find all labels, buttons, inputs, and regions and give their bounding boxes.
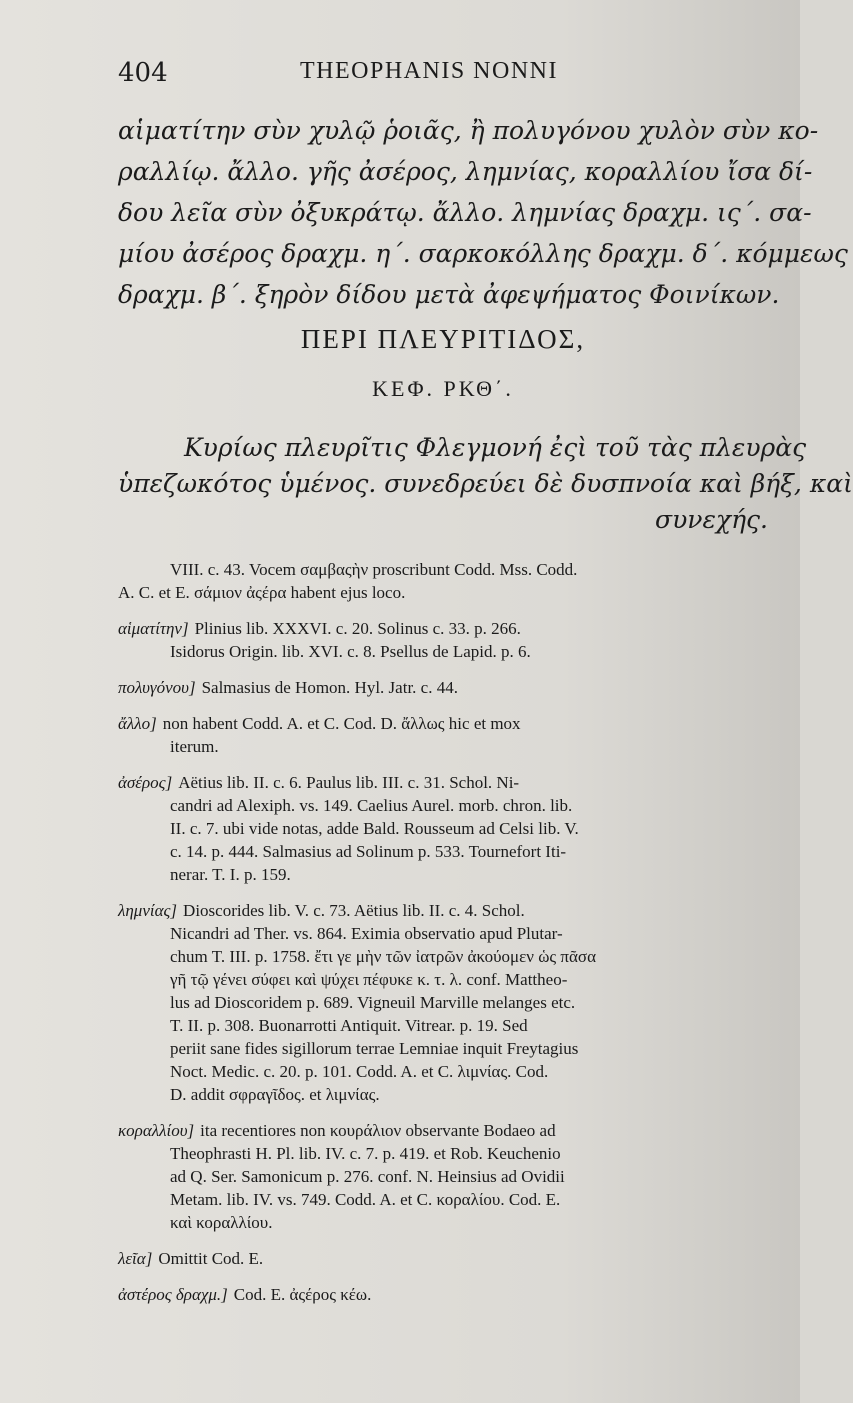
note-line: iterum. [170,737,219,756]
note-line: γῆ τῷ γένει σύφει καὶ ψύχει πέφυκε κ. τ. λ. conf. Mattheo- [170,970,568,989]
note-line: periit sane fides sigillorum terrae Lemniae inquit Freytagius [170,1039,579,1058]
note-line: Noct. Medic. c. 20. p. 101. Codd. A. et C. λιμνίας. Cod. [170,1062,549,1081]
page-header [118,52,760,92]
text-line: μίου ἀσέρος δραχμ. η΄. σαρκοκόλλης δραχμ. δ΄. κόμμεως [118,239,848,268]
footnote [118,676,768,699]
note-line: Nicandri ad Ther. vs. 864. Eximia observatio apud Plutar- [170,924,563,943]
note-lemma: λεῖα] [118,1249,153,1268]
note-line: chum T. III. p. 1758. ἔτι γε μὴν τῶν ἰατρῶν ἀκούομεν ὡς πᾶσα [170,947,596,966]
note-line: II. c. 7. ubi vide notas, adde Bald. Rousseum ad Celsi lib. V. [170,819,579,838]
note-line: A. C. et E. σάμιον ἀςέρα habent ejus loco. [118,583,406,602]
text-line: συνεχής. [655,505,768,534]
text-line: δου λεῖα σὺν ὀξυκράτῳ. ἄλλο. λημνίας δραχμ. ις΄. σα- [118,198,812,227]
note-lemma: ἀστέρος δραχμ.] [118,1285,228,1304]
section-heading: ΠΕΡΙ ΠΛΕΥΡΙΤΙΔΟΣ, [300,324,586,354]
note-line: Cod. E. ἀςέρος κέω. [233,1285,372,1304]
running-title: THEOPHANIS NONNI [300,58,558,84]
text-line: Κυρίως πλευρῖτις Φλεγμονή ἐςὶ τοῦ τὰς πλευρὰς [184,433,807,462]
note-line: ita recentiores non κουράλιον observante Bodaeo ad [200,1121,556,1140]
footnote [118,617,768,663]
note-line: D. addit σφραγῖδος. et λιμνίας. [170,1085,380,1104]
note-line: VIII. c. 43. Vocem σαμβαςὴν proscribunt Codd. Mss. Codd. [170,560,578,579]
footnote [118,899,768,1106]
chapter-heading: ΚΕΦ. ΡΚΘ΄. [372,376,514,401]
note-line: καὶ κοραλλίου. [170,1213,273,1232]
footnote [118,771,768,886]
note-lemma: λημνίας] [118,901,178,920]
note-line: Dioscorides lib. V. c. 73. Aëtius lib. II. c. 4. Schol. [183,901,525,920]
note-line: Theophrasti H. Pl. lib. IV. c. 7. p. 419. et Rob. Keuchenio [170,1144,561,1163]
note-line: ad Q. Ser. Samonicum p. 276. conf. N. Heinsius ad Ovidii [170,1167,565,1186]
note-line: candri ad Alexiph. vs. 149. Caelius Aurel. morb. chron. lib. [170,796,573,815]
note-lemma: αἱματίτην] [118,619,189,638]
text-line: αἱματίτην σὺν χυλῷ ῥοιᾶς, ἢ πολυγόνου χυλὸν σὺν κο- [118,116,819,145]
footnote [118,558,768,604]
note-lemma: πολυγόνου] [118,678,196,697]
chapter-text [118,430,853,538]
greek-main-text [118,110,848,315]
note-line: lus ad Dioscoridem p. 689. Vigneuil Marville melanges etc. [170,993,576,1012]
footnote [118,712,768,758]
footnotes [118,558,768,1319]
page-number: 404 [118,58,168,88]
text-line: ὑπεζωκότος ὑμένος. συνεδρεύει δὲ δυσπνοία καὶ βήξ, καὶ [118,469,853,498]
note-line: Salmasius de Homon. Hyl. Jatr. c. 44. [201,678,458,697]
note-lemma: ἀσέρος] [118,773,173,792]
note-line: Isidorus Origin. lib. XVI. c. 8. Psellus de Lapid. p. 6. [170,642,531,661]
footnote [118,1247,768,1270]
note-line: T. II. p. 308. Buonarrotti Antiquit. Vitrear. p. 19. Sed [170,1016,528,1035]
text-line: ραλλίῳ. ἄλλο. γῆς ἀσέρος, λημνίας, κοραλλίου ἴσα δί- [118,157,813,186]
footnote [118,1283,768,1306]
note-line: Aëtius lib. II. c. 6. Paulus lib. III. c. 31. Schol. Ni- [178,773,520,792]
footnote [118,1119,768,1234]
note-line: Metam. lib. IV. vs. 749. Codd. A. et C. κοραλίου. Cod. E. [170,1190,561,1209]
note-lemma: κοραλλίου] [118,1121,195,1140]
note-line: Plinius lib. XXXVI. c. 20. Solinus c. 33. p. 266. [194,619,521,638]
note-lemma: ἄλλο] [118,714,157,733]
text-line: δραχμ. β΄. ξηρὸν δίδου μετὰ ἀφεψήματος Φοινίκων. [118,280,780,309]
note-line: Omittit Cod. E. [158,1249,264,1268]
note-line: nerar. T. I. p. 159. [170,865,291,884]
note-line: non habent Codd. A. et C. Cod. D. ἄλλως hic et mox [162,714,521,733]
note-line: c. 14. p. 444. Salmasius ad Solinum p. 533. Tournefort Iti- [170,842,567,861]
